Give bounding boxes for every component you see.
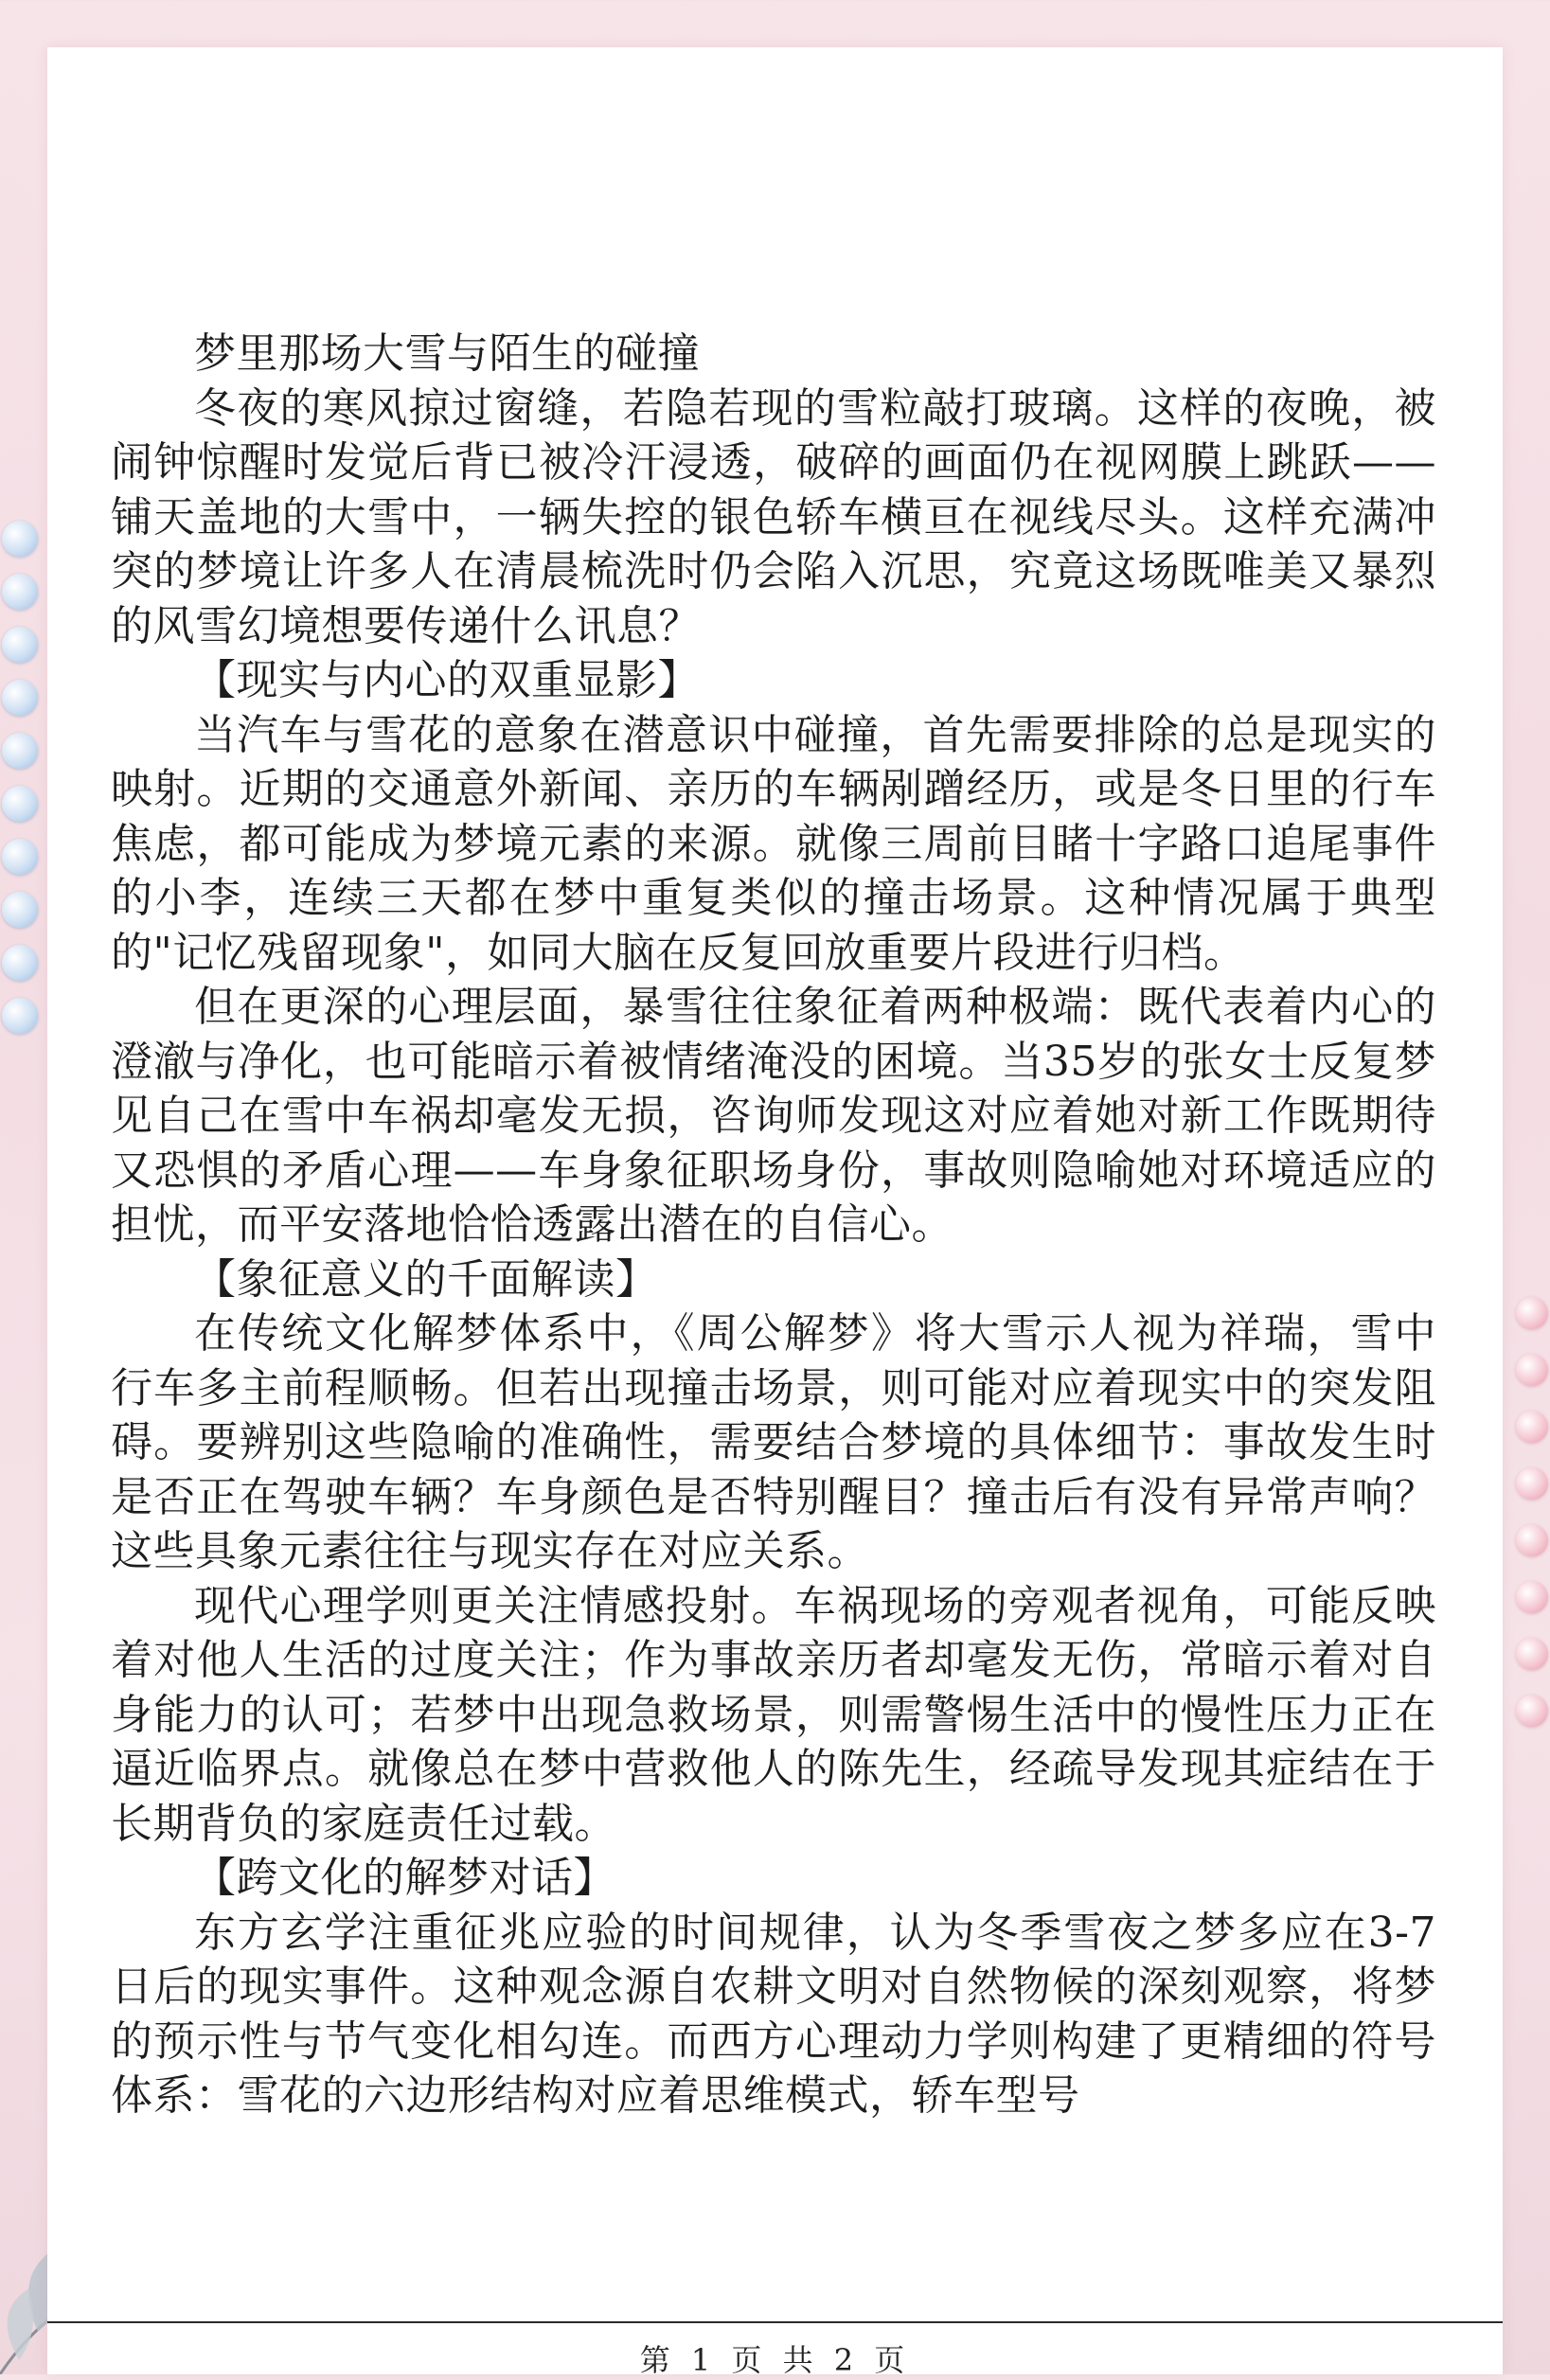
bead-icon	[1516, 1354, 1548, 1386]
bead-icon	[1516, 1695, 1548, 1727]
document-title: 梦里那场大雪与陌生的碰撞	[194, 329, 700, 378]
bead-icon	[1516, 1297, 1548, 1329]
bead-icon	[2, 839, 38, 875]
bead-icon	[2, 998, 38, 1034]
paragraph: 东方玄学注重征兆应验的时间规律，认为冬季雪夜之梦多应在3-7日后的现实事件。这种观念源自农耕文明对自然物候的深刻观察，将梦的预示性与节气变化相勾连。而西方心理动力学则构建了更精细的符号体系：雪花的六边形结构对应着思维模式，轿车型号	[111, 1908, 1436, 2120]
bead-icon	[1516, 1467, 1548, 1500]
bead-icon	[1516, 1524, 1548, 1556]
paragraph: 冬夜的寒风掠过窗缝，若隐若现的雪粒敲打玻璃。这样的夜晚，被闹钟惊醒时发觉后背已被冷汗浸透，破碎的画面仍在视网膜上跳跃——铺天盖地的大雪中，一辆失控的银色轿车横亘在视线尽头。这样充满冲突的梦境让许多人在清晨梳洗时仍会陷入沉思，究竟这场既唯美又暴烈的风雪幻境想要传递什么讯息？	[111, 383, 1436, 650]
bead-icon	[2, 627, 38, 663]
section-heading: 【跨文化的解梦对话】	[194, 1854, 615, 1902]
bead-icon	[1516, 1581, 1548, 1613]
document-page	[47, 47, 1503, 2378]
page-number: 第 1 页 共 2 页	[639, 2342, 911, 2378]
bead-icon	[2, 521, 38, 557]
bead-icon	[2, 892, 38, 928]
bead-icon	[2, 574, 38, 610]
paragraph: 当汽车与雪花的意象在潜意识中碰撞，首先需要排除的总是现实的映射。近期的交通意外新闻、亲历的车辆剐蹭经历，或是冬日里的行车焦虑，都可能成为梦境元素的来源。就像三周前目睹十字路口追尾事件的小李，连续三天都在梦中重复类似的撞击场景。这种情况属于典型的"记忆残留现象"，如同大脑在反复回放重要片段进行归档。	[111, 710, 1436, 977]
bead-icon	[1516, 1411, 1548, 1443]
paragraph: 在传统文化解梦体系中，《周公解梦》将大雪示人视为祥瑞，雪中行车多主前程顺畅。但若出现撞击场景，则可能对应着现实中的突发阻碍。要辨别这些隐喻的准确性，需要结合梦境的具体细节：事故发生时是否正在驾驶车辆？车身颜色是否特别醒目？撞击后有没有异常声响？这些具象元素往往与现实存在对应关系。	[111, 1309, 1436, 1575]
bead-icon	[2, 680, 38, 716]
bead-icon	[1516, 1638, 1548, 1670]
bead-icon	[2, 786, 38, 822]
bead-icon	[2, 945, 38, 981]
paragraph: 但在更深的心理层面，暴雪往往象征着两种极端：既代表着内心的澄澈与净化，也可能暗示着被情绪淹没的困境。当35岁的张女士反复梦见自己在雪中车祸却毫发无损，咨询师发现这对应着她对新工作既期待又恐惧的矛盾心理——车身象征职场身份，事故则隐喻她对环境适应的担忧，而平安落地恰恰透露出潜在的自信心。	[111, 983, 1436, 1249]
bead-icon	[2, 733, 38, 769]
document-body	[111, 327, 1436, 2123]
footer-divider	[47, 2321, 1503, 2323]
paragraph: 现代心理学则更关注情感投射。车祸现场的旁观者视角，可能反映着对他人生活的过度关注；作为事故亲历者却毫发无伤，常暗示着对自身能力的认可；若梦中出现急救场景，则需警惕生活中的慢性压力正在逼近临界点。就像总在梦中营救他人的陈先生，经疏导发现其症结在于长期背负的家庭责任过载。	[111, 1581, 1436, 1848]
section-heading: 【现实与内心的双重显影】	[194, 656, 700, 704]
section-heading: 【象征意义的千面解读】	[194, 1254, 658, 1304]
